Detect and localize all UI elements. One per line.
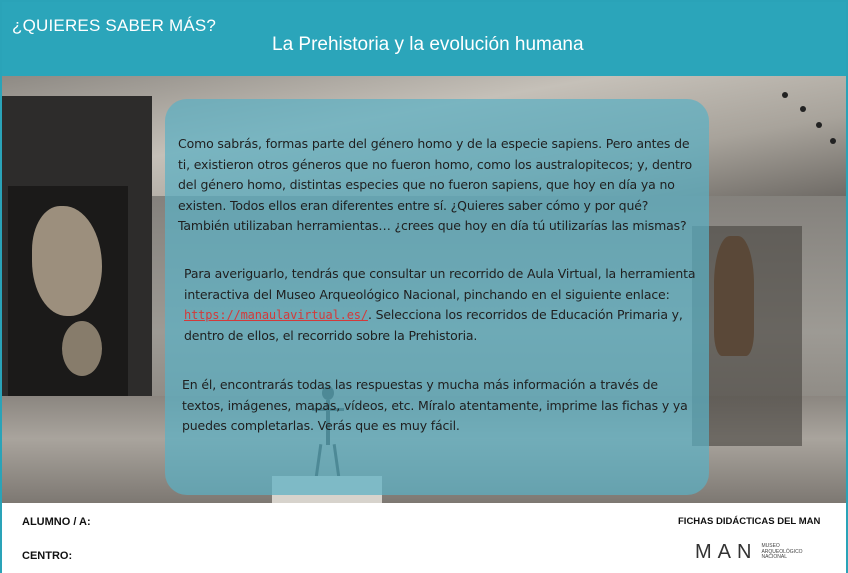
spotlight-icon	[782, 92, 788, 98]
header-bar	[2, 2, 846, 76]
spotlight-icon	[800, 106, 806, 112]
alumno-label: ALUMNO / A:	[22, 516, 91, 528]
centro-label: CENTRO:	[22, 550, 73, 562]
photo-ceiling-lights	[782, 88, 842, 148]
closing-paragraph: En él, encontrarás todas las respuestas y mucha más información a través de textos, imágenes, mapas, vídeos, etc. Míralo atentamente, imprime las fichas y ya puedes completarlas. Verás que es muy fácil.	[182, 377, 688, 433]
footer	[2, 503, 846, 573]
intro-paragraph: Como sabrás, formas parte del género homo y de la especie sapiens. Pero antes de ti, existieron otros géneros que no fueron homo, como los australopitecos; y, dentro del género homo, distintas especies que no fueron sapiens, que hoy en día ya no existen. Todos ellos eran diferentes entre sí. ¿Quieres saber cómo y por qué? También utilizaban herramientas… ¿crees que hoy en día tú utilizarías las mismas?	[178, 136, 693, 233]
instructions-paragraph	[184, 264, 699, 346]
instructions-text-after: . Selecciona los recorridos de Educación Primaria y, dentro de ellos, el recorrido sobre la Prehistoria.	[184, 307, 683, 343]
photo-hominid-figure	[714, 236, 754, 356]
header-kicker: ¿QUIERES SABER MÁS?	[12, 16, 217, 35]
man-logo-subtext: MUSEO ARQUEOLÓGICO NACIONAL	[761, 543, 803, 561]
page-title: La Prehistoria y la evolución humana	[272, 34, 584, 55]
photo-map-continent-south	[62, 321, 102, 376]
man-logo	[695, 541, 811, 564]
spotlight-icon	[830, 138, 836, 144]
instructions-text-before: Para averiguarlo, tendrás que consultar un recorrido de Aula Virtual, la herramienta interactiva del Museo Arqueológico Nacional, pinchando en el siguiente enlace:	[184, 266, 696, 302]
series-label: FICHAS DIDÁCTICAS DEL MAN	[678, 516, 821, 527]
aula-virtual-link[interactable]: https://manaulavirtual.es/	[184, 308, 368, 322]
man-logo-text: MAN	[695, 541, 758, 563]
spotlight-icon	[816, 122, 822, 128]
